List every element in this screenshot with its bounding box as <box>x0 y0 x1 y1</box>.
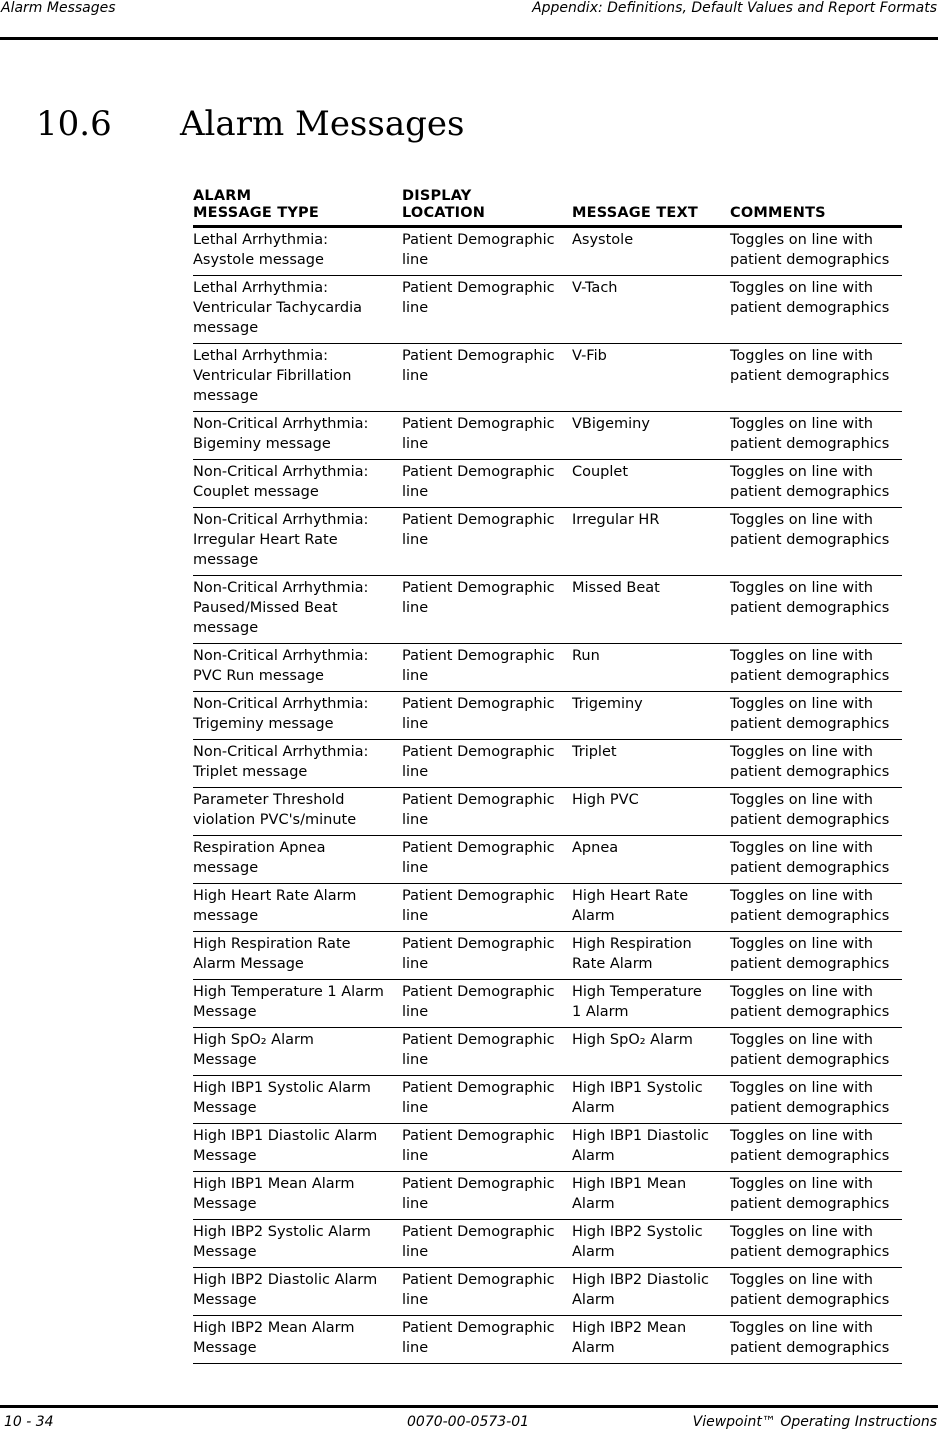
cell-message-text: High IBP1 Systolic Alarm <box>572 1080 703 1116</box>
cell-display-location: Patient Demographic line <box>402 840 555 876</box>
cell-message-text: Missed Beat <box>572 580 660 596</box>
cell-message-text: VBigeminy <box>572 416 650 432</box>
table-row <box>193 740 902 788</box>
section-number: 10.6 <box>36 104 112 144</box>
cell-alarm-type: High IBP2 Systolic Alarm Message <box>193 1224 371 1260</box>
cell-message-text: Asystole <box>572 232 634 248</box>
cell-alarm-type: High Heart Rate Alarm message <box>193 888 357 924</box>
cell-alarm-type: Respiration Apnea message <box>193 840 326 876</box>
alarm-messages-table <box>193 187 902 1364</box>
cell-comments: Toggles on line with patient demographics <box>730 464 890 500</box>
cell-display-location: Patient Demographic line <box>402 984 555 1020</box>
table-row <box>193 276 902 344</box>
cell-comments: Toggles on line with patient demographics <box>730 1128 890 1164</box>
cell-alarm-type: Non-Critical Arrhythmia: Irregular Heart Rate message <box>193 512 369 568</box>
cell-comments: Toggles on line with patient demographics <box>730 280 890 316</box>
table-row <box>193 1220 902 1268</box>
table-row <box>193 836 902 884</box>
cell-display-location: Patient Demographic line <box>402 1176 555 1212</box>
cell-alarm-type: Lethal Arrhythmia: Ventricular Tachycardia message <box>193 280 362 336</box>
section-title: Alarm Messages <box>180 104 465 144</box>
cell-display-location: Patient Demographic line <box>402 280 555 316</box>
cell-comments: Toggles on line with patient demographics <box>730 1272 890 1308</box>
cell-comments: Toggles on line with patient demographics <box>730 792 890 828</box>
cell-message-text: High Temperature 1 Alarm <box>572 984 702 1020</box>
cell-message-text: High IBP2 Systolic Alarm <box>572 1224 703 1260</box>
cell-comments: Toggles on line with patient demographics <box>730 1032 890 1068</box>
running-header <box>0 0 938 20</box>
cell-message-text: High IBP1 Diastolic Alarm <box>572 1128 709 1164</box>
cell-message-text: High IBP2 Diastolic Alarm <box>572 1272 709 1308</box>
cell-message-text: Trigeminy <box>572 696 643 712</box>
table-row <box>193 412 902 460</box>
cell-alarm-type: Parameter Threshold violation PVC's/minute <box>193 792 357 828</box>
cell-display-location: Patient Demographic line <box>402 1272 555 1308</box>
cell-comments: Toggles on line with patient demographics <box>730 1176 890 1212</box>
table-row <box>193 980 902 1028</box>
cell-alarm-type: Lethal Arrhythmia: Asystole message <box>193 232 329 268</box>
cell-display-location: Patient Demographic line <box>402 416 555 452</box>
cell-display-location: Patient Demographic line <box>402 348 555 384</box>
table-row <box>193 344 902 412</box>
cell-comments: Toggles on line with patient demographics <box>730 984 890 1020</box>
table-row <box>193 508 902 576</box>
table-row <box>193 932 902 980</box>
cell-comments: Toggles on line with patient demographics <box>730 1224 890 1260</box>
cell-display-location: Patient Demographic line <box>402 648 555 684</box>
table-row <box>193 788 902 836</box>
cell-display-location: Patient Demographic line <box>402 1224 555 1260</box>
cell-alarm-type: High IBP1 Systolic Alarm Message <box>193 1080 371 1116</box>
product-name: Viewpoint™ Operating Instructions <box>692 1414 937 1430</box>
table-row <box>193 1316 902 1364</box>
cell-alarm-type: High Temperature 1 Alarm Message <box>193 984 384 1020</box>
running-header-left: Alarm Messages <box>1 0 116 16</box>
cell-comments: Toggles on line with patient demographics <box>730 1080 890 1116</box>
table-body <box>193 228 902 1364</box>
cell-message-text: High SpO₂ Alarm <box>572 1032 693 1048</box>
cell-comments: Toggles on line with patient demographics <box>730 936 890 972</box>
table-row <box>193 1172 902 1220</box>
table-row <box>193 576 902 644</box>
cell-message-text: High IBP2 Mean Alarm <box>572 1320 687 1356</box>
cell-message-text: High Respiration Rate Alarm <box>572 936 692 972</box>
cell-message-text: High Heart Rate Alarm <box>572 888 689 924</box>
cell-message-text: V-Tach <box>572 280 618 296</box>
cell-alarm-type: Non-Critical Arrhythmia: Bigeminy message <box>193 416 369 452</box>
cell-message-text: Apnea <box>572 840 619 856</box>
table-row <box>193 460 902 508</box>
running-header-right: Appendix: Definitions, Default Values and Report Formats <box>532 0 937 16</box>
cell-display-location: Patient Demographic line <box>402 888 555 924</box>
cell-alarm-type: High IBP2 Diastolic Alarm Message <box>193 1272 378 1308</box>
table-row <box>193 1124 902 1172</box>
cell-alarm-type: High IBP2 Mean Alarm Message <box>193 1320 355 1356</box>
cell-comments: Toggles on line with patient demographics <box>730 348 890 384</box>
table-row <box>193 644 902 692</box>
cell-display-location: Patient Demographic line <box>402 580 555 616</box>
cell-comments: Toggles on line with patient demographics <box>730 888 890 924</box>
cell-message-text: Run <box>572 648 600 664</box>
cell-comments: Toggles on line with patient demographics <box>730 416 890 452</box>
cell-display-location: Patient Demographic line <box>402 512 555 548</box>
column-header-alarm-type: ALARM MESSAGE TYPE <box>193 188 319 221</box>
cell-alarm-type: Non-Critical Arrhythmia: Paused/Missed Beat message <box>193 580 369 636</box>
table-row <box>193 884 902 932</box>
cell-alarm-type: Non-Critical Arrhythmia: Triplet message <box>193 744 369 780</box>
cell-display-location: Patient Demographic line <box>402 696 555 732</box>
cell-alarm-type: Non-Critical Arrhythmia: Couplet message <box>193 464 369 500</box>
cell-alarm-type: High Respiration Rate Alarm Message <box>193 936 351 972</box>
cell-alarm-type: High SpO₂ Alarm Message <box>193 1032 314 1068</box>
cell-display-location: Patient Demographic line <box>402 1032 555 1068</box>
cell-comments: Toggles on line with patient demographics <box>730 648 890 684</box>
column-header-comments: COMMENTS <box>730 205 826 221</box>
table-header <box>193 187 902 225</box>
document-number: 0070-00-0573-01 <box>407 1414 530 1430</box>
cell-message-text: Irregular HR <box>572 512 660 528</box>
section-heading <box>36 100 736 148</box>
footer-rule <box>0 1405 938 1408</box>
cell-message-text: High IBP1 Mean Alarm <box>572 1176 687 1212</box>
table-row <box>193 228 902 276</box>
cell-comments: Toggles on line with patient demographics <box>730 696 890 732</box>
cell-comments: Toggles on line with patient demographics <box>730 512 890 548</box>
cell-display-location: Patient Demographic line <box>402 792 555 828</box>
cell-message-text: High PVC <box>572 792 639 808</box>
cell-display-location: Patient Demographic line <box>402 232 555 268</box>
cell-comments: Toggles on line with patient demographics <box>730 232 890 268</box>
cell-display-location: Patient Demographic line <box>402 744 555 780</box>
cell-message-text: Couplet <box>572 464 629 480</box>
header-rule <box>0 37 938 40</box>
cell-comments: Toggles on line with patient demographics <box>730 840 890 876</box>
table-row <box>193 692 902 740</box>
page-number: 10 - 34 <box>4 1414 54 1430</box>
page-footer <box>0 1414 938 1434</box>
cell-alarm-type: High IBP1 Diastolic Alarm Message <box>193 1128 378 1164</box>
cell-alarm-type: Lethal Arrhythmia: Ventricular Fibrillation message <box>193 348 352 404</box>
table-row <box>193 1076 902 1124</box>
column-header-display-location: DISPLAY LOCATION <box>402 188 486 221</box>
cell-alarm-type: Non-Critical Arrhythmia: Trigeminy message <box>193 696 369 732</box>
cell-display-location: Patient Demographic line <box>402 1320 555 1356</box>
cell-comments: Toggles on line with patient demographics <box>730 744 890 780</box>
cell-display-location: Patient Demographic line <box>402 464 555 500</box>
cell-display-location: Patient Demographic line <box>402 1080 555 1116</box>
cell-alarm-type: Non-Critical Arrhythmia: PVC Run message <box>193 648 369 684</box>
cell-comments: Toggles on line with patient demographics <box>730 1320 890 1356</box>
table-row <box>193 1028 902 1076</box>
cell-display-location: Patient Demographic line <box>402 936 555 972</box>
cell-message-text: V-Fib <box>572 348 607 364</box>
cell-message-text: Triplet <box>572 744 617 760</box>
cell-display-location: Patient Demographic line <box>402 1128 555 1164</box>
column-header-message-text: MESSAGE TEXT <box>572 205 698 221</box>
cell-comments: Toggles on line with patient demographics <box>730 580 890 616</box>
table-row <box>193 1268 902 1316</box>
cell-alarm-type: High IBP1 Mean Alarm Message <box>193 1176 355 1212</box>
